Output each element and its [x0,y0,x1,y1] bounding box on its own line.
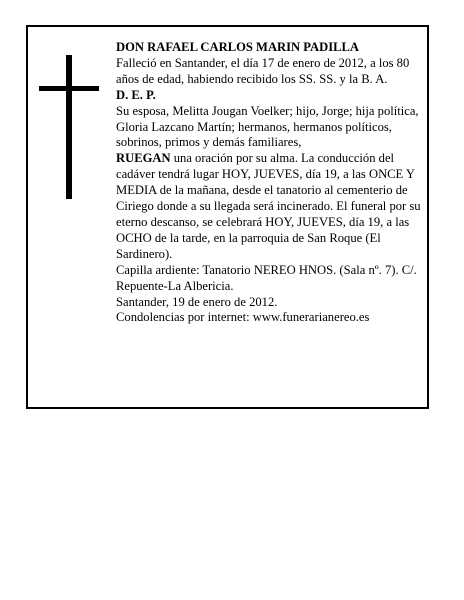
latin-cross-icon [39,55,99,199]
cross-horizontal-bar [39,86,99,91]
obituary-notice [26,25,429,409]
condolences-line: Condolencias por internet: www.funerarianereo.es [116,310,370,325]
cross-vertical-bar [66,55,72,199]
notice-text [116,40,422,326]
ruegan-word: RUEGAN [116,151,171,166]
chapel-info: Capilla ardiente: Tanatorio NEREO HNOS. (Sala nº. 7). C/. Repuente-La Albericia. [116,262,417,293]
request-text: una oración por su alma. La conducción del cadáver tendrá lugar HOY, JUEVES, día 19, a las ONCE Y MEDIA de la mañana, desde el tanatorio al cementerio de Ciriego donde a su llegada será incinerado. El funeral por su eterno descanso, se celebrará HOY, JUEVES, día 19, a las OCHO de la tarde, en la parroquia de San Roque (El Sardinero). [116,151,421,261]
dep-line: D. E. P. [116,87,156,102]
family-list: Su esposa, Melitta Jougan Voelker; hijo, Jorge; hija política, Gloria Lazcano Martín; hermanos, hermanos políticos, sobrinos, primos y demás familiares, [116,103,419,150]
date-line: Santander, 19 de enero de 2012. [116,294,278,309]
request-paragraph [116,151,422,262]
death-announcement: Falleció en Santander, el día 17 de enero de 2012, a los 80 años de edad, habiendo recibido los SS. SS. y la B. A. [116,55,410,86]
deceased-name: DON RAFAEL CARLOS MARIN PADILLA [116,40,360,54]
